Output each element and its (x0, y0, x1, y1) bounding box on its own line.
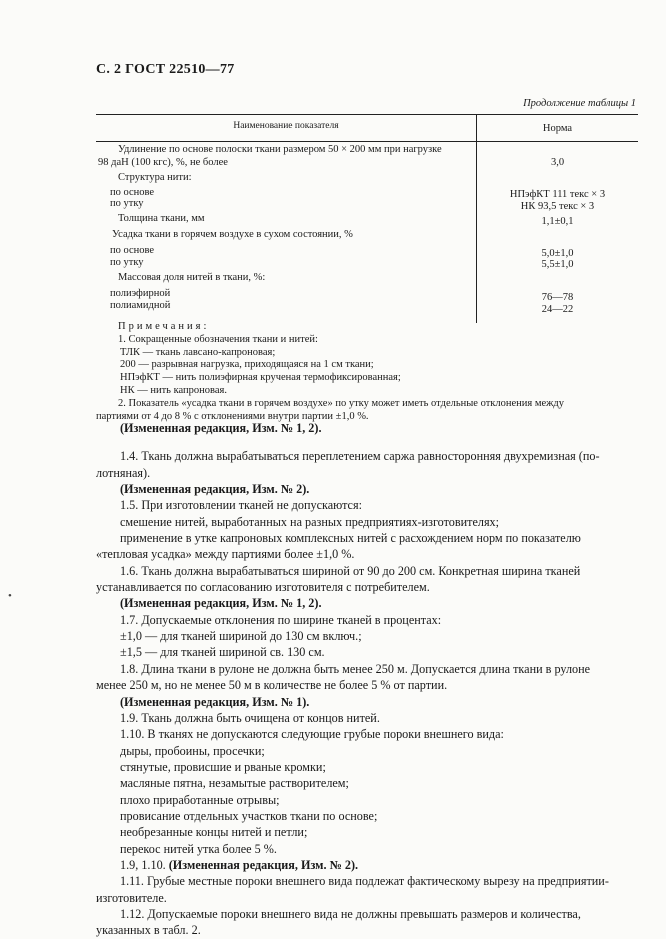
row-elongation-label: Удлинение по основе полоски ткани размером 50 × 200 мм при нагрузке (118, 144, 442, 155)
row-polyamide-label: полиамидной (110, 300, 171, 311)
clause-1-6-line1: 1.6. Ткань должна вырабатываться шириной от 90 до 200 см. Конкретная ширина тканей (120, 563, 581, 578)
note-2: 2. Показатель «усадка ткани в горячем воздухе» по утку может иметь отдельные отклонения между (118, 397, 565, 409)
row-weft-label: по утку (110, 198, 144, 209)
amendment-note: (Измененная редакция, Изм. № 2). (120, 482, 310, 497)
defect-item: стянутые, провисшие и рваные кромки; (120, 759, 326, 774)
clause-1-10: 1.10. В тканях не допускаются следующие грубые пороки внешнего вида: (120, 727, 504, 742)
clause-1-12-line1: 1.12. Допускаемые пороки внешнего вида не должны превышать размеров и количества, (120, 906, 581, 921)
clause-1-4 (96, 448, 638, 481)
spacer (96, 436, 638, 448)
table-continuation-label: Продолжение таблицы 1 (523, 98, 636, 109)
row-shrinkage-warp: по основе (110, 245, 155, 256)
row-shrinkage-weft-value: 5,5±1,0 (541, 259, 574, 270)
clause-1-8 (96, 661, 638, 694)
note-tlk: ТЛК — ткань лавсано-капроновая; (120, 346, 276, 358)
row-thickness-label: Толщина ткани, мм (118, 213, 205, 224)
clause-1-7-item: ±1,0 — для тканей шириной до 130 см включ.; (120, 629, 362, 644)
note-npef: НПэфКТ — нить полиэфирная крученая термофиксированная; (120, 372, 401, 384)
page-title: С. 2 ГОСТ 22510—77 (96, 62, 235, 77)
defect-item: масляные пятна, незамытые растворителем; (120, 776, 349, 791)
clause-1-7-item: ±1,5 — для тканей шириной св. 130 см. (120, 645, 325, 660)
table-notes (96, 321, 638, 423)
clause-1-5-item (96, 530, 638, 563)
scan-mark: • (8, 590, 12, 602)
clause-1-9: 1.9. Ткань должна быть очищена от концов нитей. (120, 710, 380, 725)
row-mass-fraction-label: Массовая доля нитей в ткани, %: (118, 272, 266, 283)
clause-1-5: 1.5. При изготовлении тканей не допускаются: (120, 498, 362, 513)
clause-1-12-line2: указанных в табл. 2. (96, 923, 201, 938)
clause-1-8-line2: менее 250 м, но не менее 50 м в количестве не более 5 % от партии. (96, 678, 448, 693)
row-weft-value: НК 93,5 текс × 3 (520, 201, 595, 212)
clause-ref: 1.9, 1.10. (120, 857, 169, 872)
column-header-norm: Норма (542, 123, 573, 134)
row-polyamide-value: 24—22 (541, 304, 574, 315)
notes-heading: Примечания: (118, 321, 210, 332)
specification-table (96, 114, 638, 323)
row-polyester-label: полиэфирной (110, 288, 171, 299)
row-polyester-value: 76—78 (541, 292, 574, 303)
amendment-note: (Измененная редакция, Изм. № 1, 2). (120, 421, 322, 435)
clause-1-4-line2: лотняная). (96, 465, 151, 480)
amendment-note: (Измененная редакция, Изм. № 1). (120, 694, 310, 709)
clause-1-6-line2: устанавливается по согласованию изготовителя с потребителем. (96, 580, 430, 595)
clause-1-11 (96, 873, 638, 906)
document-body (96, 420, 638, 939)
amendment-label: (Измененная редакция, Изм. № 2). (168, 857, 359, 872)
clause-1-11-line2: изготовителе. (96, 890, 167, 905)
clause-1-11-line1: 1.11. Грубые местные пороки внешнего вида подлежат фактическому вырезу на предприятии- (120, 874, 609, 889)
defect-item: провисание отдельных участков ткани по основе; (120, 808, 378, 823)
row-shrinkage-warp-value: 5,0±1,0 (541, 248, 574, 259)
row-elongation-label-cont: 98 даН (100 кгс), %, не более (98, 157, 228, 168)
row-elongation-value: 3,0 (550, 157, 565, 168)
clause-1-6 (96, 563, 638, 596)
amendment-note: (Измененная редакция, Изм. № 1, 2). (120, 596, 322, 611)
clause-1-7: 1.7. Допускаемые отклонения по ширине тканей в процентах: (120, 612, 442, 627)
note-2-cont: партиями от 4 до 8 % с отклонениями внутри партии ±1,0 %. (96, 410, 369, 422)
note-1: 1. Сокращенные обозначения ткани и нитей: (118, 333, 318, 345)
defect-item: необрезанные концы нитей и петли; (120, 825, 308, 840)
clause-1-5-item: смешение нитей, выработанных на разных предприятиях-изготовителях; (120, 514, 500, 529)
row-shrinkage-label: Усадка ткани в горячем воздухе в сухом состоянии, % (112, 229, 353, 240)
clause-1-5-item-line2: «тепловая усадка» между партиями более ±1,0 %. (96, 547, 355, 562)
clause-1-12 (96, 906, 638, 939)
row-warp-value: НПэфКТ 111 текс × 3 (509, 189, 606, 200)
defect-item: перекос нитей утка более 5 %. (120, 841, 277, 856)
defect-item: дыры, пробоины, просечки; (120, 743, 265, 758)
row-thickness-value: 1,1±0,1 (541, 216, 574, 227)
clause-1-8-line1: 1.8. Длина ткани в рулоне не должна быть менее 250 м. Допускается длина ткани в рулоне (120, 661, 591, 676)
clause-1-4-line1: 1.4. Ткань должна вырабатываться переплетением саржа равносторонняя двухремизная (по- (120, 449, 600, 464)
row-shrinkage-weft: по утку (110, 257, 144, 268)
row-thread-structure: Структура нити: (118, 172, 192, 183)
column-header-name: Наименование показателя (233, 121, 339, 131)
clause-1-5-item-line1: применение в утке капроновых комплексных нитей с расхождением норм по показателю (120, 531, 581, 546)
defect-item: плохо приработанные отрывы; (120, 792, 280, 807)
row-warp-label: по основе (110, 187, 155, 198)
note-200: 200 — разрывная нагрузка, приходящаяся на 1 см ткани; (120, 359, 374, 371)
note-nk: НК — нить капроновая. (120, 384, 227, 396)
amendment-note-combined (96, 857, 638, 873)
